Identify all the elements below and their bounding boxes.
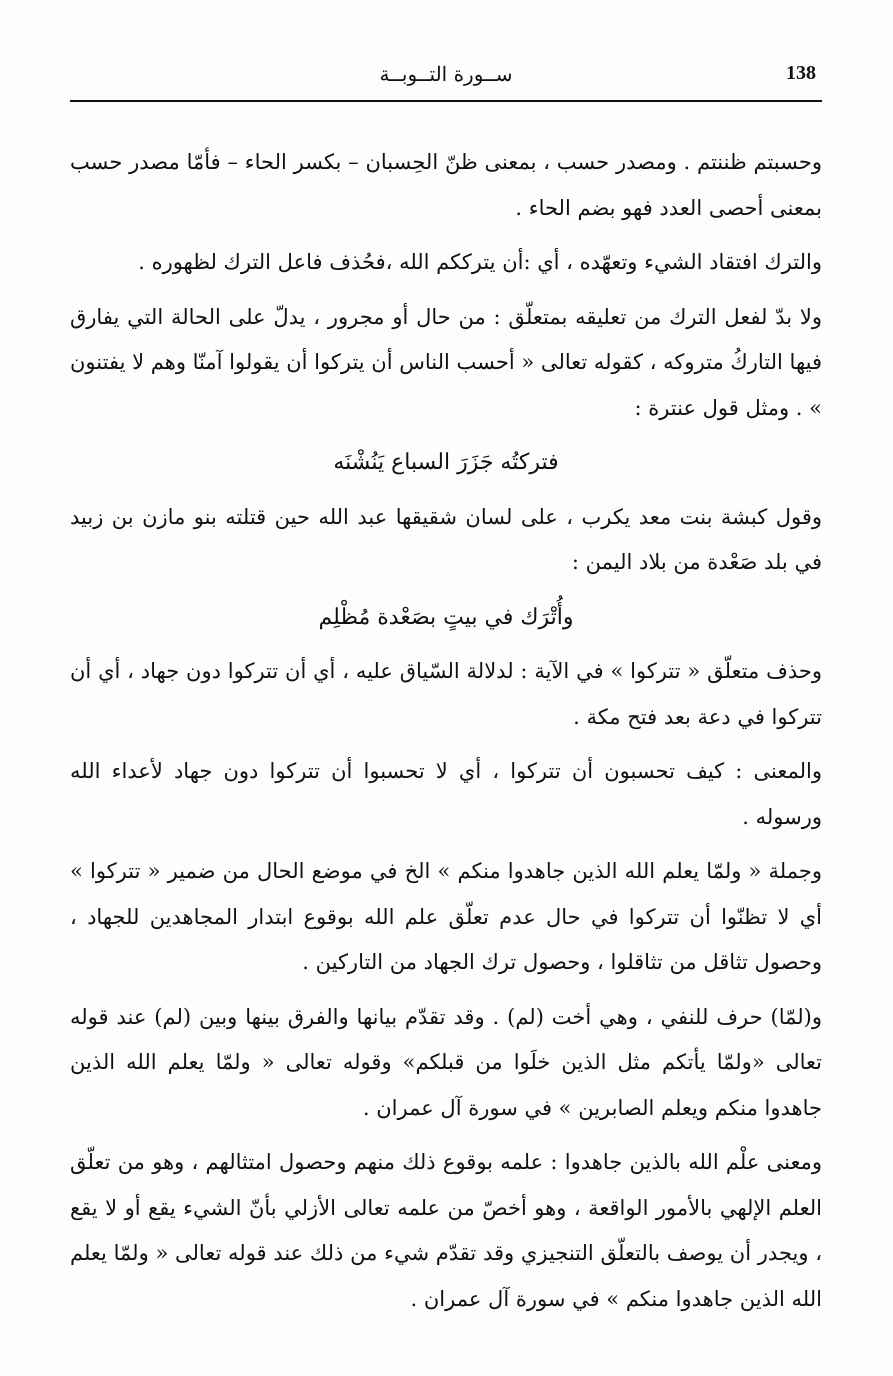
poetry-verse: وأُتْرَك في بيتٍ بصَعْدة مُظْلِم bbox=[318, 604, 574, 630]
paragraph: ولا بدّ لفعل الترك من تعليقه بمتعلّق : من حال أو مجرور ، يدلّ على الحالة التي يفارق فيها التاركُ متروكه ، كقوله تعالى « أحسب الناس أن يتركوا أن يقولوا آمنّا وهم لا يفتنون » . ومثل قول عنترة : bbox=[70, 304, 822, 420]
page-header bbox=[70, 60, 822, 102]
paragraph: وحذف متعلّق « تتركوا » في الآية : لدلالة السّياق عليه ، أي أن تتركوا دون جهاد ، أي أن تتركوا في دعة بعد فتح مكة . bbox=[70, 659, 822, 729]
paragraph: والمعنى : كيف تحسبون أن تتركوا ، أي لا تحسبوا أن تتركوا دون جهاد لأعداء الله ورسوله . bbox=[70, 759, 822, 829]
body-text bbox=[70, 140, 822, 1331]
paragraph: والترك افتقاد الشيء وتعهّده ، أي :أن يترككم الله ،فحُذف فاعل الترك لظهوره . bbox=[138, 250, 822, 274]
paragraph: و(لمّا) حرف للنفي ، وهي أخت (لم) . وقد تقدّم بيانها والفرق بينها وبين (لم) عند قوله تعالى «ولمّا يأتكم مثل الذين خلَوا من قبلكم» وقوله تعالى « ولمّا يعلم الله الذين جاهدوا منكم ويعلم الصابرين » في سورة آل عمران . bbox=[70, 1004, 822, 1120]
paragraph: وحسبتم ظننتم . ومصدر حسب ، بمعنى ظنّ الحِسبان – بكسر الحاء – فأمّا مصدر حسب بمعنى أحصى العدد فهو بضم الحاء . bbox=[70, 150, 822, 220]
paragraph: وقول كبشة بنت معد يكرب ، على لسان شقيقها عبد الله حين قتلته بنو مازن بن زبيد في بلد صَعْدة من بلاد اليمن : bbox=[70, 504, 822, 574]
poetry-verse: فتركتُه جَزَرَ السباع يَنُشْنَه bbox=[333, 450, 559, 475]
running-title: ســورة التــوبــة bbox=[379, 62, 513, 86]
page-number: 138 bbox=[786, 62, 816, 84]
paragraph: وجملة « ولمّا يعلم الله الذين جاهدوا منكم » الخ في موضع الحال من ضمير « تتركوا » أي لا تظنّوا أن تتركوا في حال عدم تعلّق علم الله بوقوع ابتدار المجاهدين للجهاد ، وحصول تثاقل من تثاقلوا ، وحصول ترك الجهاد من التاركين . bbox=[70, 859, 822, 974]
paragraph: ومعنى علْم الله بالذين جاهدوا : علمه بوقوع ذلك منهم وحصول امتثالهم ، وهو من تعلّق العلم الإلهي بالأمور الواقعة ، وهو أخصّ من علمه تعالى الأزلي بأنّ الشيء يقع أو لا يقع ، ويجدر أن يوصف بالتعلّق التنجيزي وقد تقدّم شيء من ذلك عند قوله تعالى « ولمّا يعلم الله الذين جاهدوا منكم » في سورة آل عمران . bbox=[70, 1150, 822, 1311]
